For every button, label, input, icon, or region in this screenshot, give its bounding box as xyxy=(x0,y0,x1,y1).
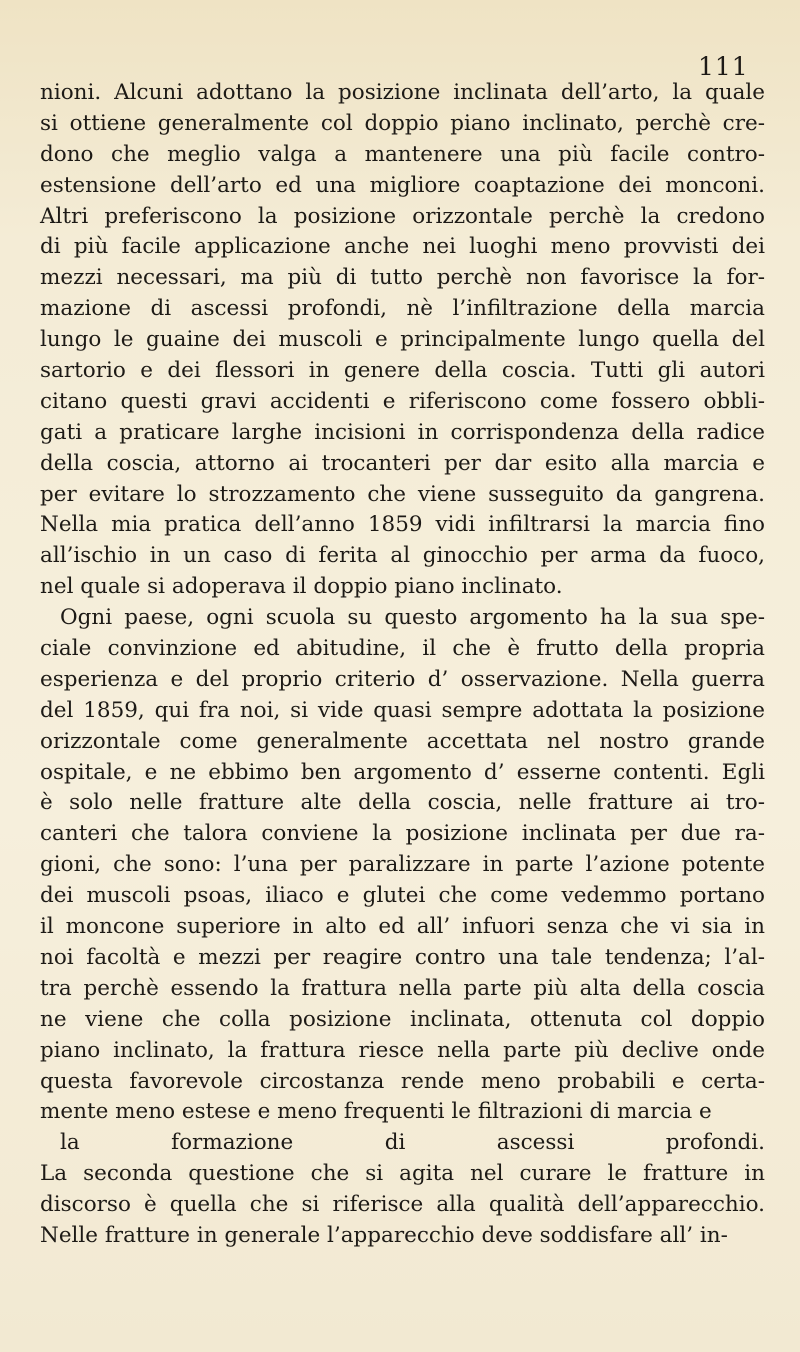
text-line: nioni. Alcuni adottano la posizione inclinata dell’arto, la quale xyxy=(40,80,765,105)
text-line: è solo nelle fratture alte della coscia, nelle fratture ai tro- xyxy=(40,790,765,816)
text-line: discorso è quella che si riferisce alla qualità dell’apparecchio. xyxy=(40,1192,765,1218)
text-line: la formazione di ascessi profondi. xyxy=(60,1130,765,1156)
text-line: si ottiene generalmente col doppio piano inclinato, perchè cre- xyxy=(40,110,765,136)
text-line: Ogni paese, ogni scuola su questo argomento ha la sua spe- xyxy=(60,605,765,631)
text-line: orizzontale come generalmente accettata nel nostro grande xyxy=(40,728,765,754)
text-line: gati a praticare larghe incisioni in corrispondenza della radice xyxy=(40,419,765,445)
text-line: della coscia, attorno ai trocanteri per dar esito alla marcia e xyxy=(40,450,765,476)
text-line: nel quale si adoperava il doppio piano inclinato. xyxy=(40,574,563,600)
text-line: per evitare lo strozzamento che viene susseguito da gangrena. xyxy=(40,481,765,507)
text-line: gioni, che sono: l’una per paralizzare in parte l’azione potente xyxy=(40,852,765,878)
text-line: di più facile applicazione anche nei luoghi meno provvisti dei xyxy=(40,234,765,260)
text-line: piano inclinato, la frattura riesce nella parte più declive onde xyxy=(40,1037,765,1063)
text-line: dono che meglio valga a mantenere una più facile contro- xyxy=(40,141,765,167)
text-line: canteri che talora conviene la posizione inclinata per due ra- xyxy=(40,821,765,847)
text-line: questa favorevole circostanza rende meno probabili e certa- xyxy=(40,1068,765,1094)
text-line: del 1859, qui fra noi, si vide quasi sempre adottata la posizione xyxy=(40,697,765,723)
text-line: mezzi necessari, ma più di tutto perchè non favorisce la for- xyxy=(40,265,765,291)
page-number: 111 xyxy=(698,52,749,81)
text-line: mazione di ascessi profondi, nè l’infiltrazione della marcia xyxy=(40,296,765,322)
text-line: tra perchè essendo la frattura nella parte più alta della coscia xyxy=(40,975,765,1001)
text-line: il moncone superiore in alto ed all’ infuori senza che vi sia in xyxy=(40,914,765,940)
text-line: Nella mia pratica dell’anno 1859 vidi infiltrarsi la marcia fino xyxy=(40,512,765,538)
text-line: La seconda questione che si agita nel curare le fratture in xyxy=(40,1161,765,1187)
text-line: citano questi gravi accidenti e riferiscono come fossero obbli- xyxy=(40,388,765,414)
text-line: ciale convinzione ed abitudine, il che è frutto della propria xyxy=(40,636,765,662)
text-line: all’ischio in un caso di ferita al ginocchio per arma da fuoco, xyxy=(40,543,765,569)
text-line: esperienza e del proprio criterio d’ osservazione. Nella guerra xyxy=(40,666,765,692)
text-line: sartorio e dei flessori in genere della coscia. Tutti gli autori xyxy=(40,358,765,384)
text-line: mente meno estese e meno frequenti le filtrazioni di marcia e xyxy=(40,1099,712,1125)
body-text xyxy=(40,78,765,1252)
text-line: lungo le guaine dei muscoli e principalmente lungo quella del xyxy=(40,327,765,353)
text-line: dei muscoli psoas, iliaco e glutei che come vedemmo portano xyxy=(40,883,765,909)
text-line: estensione dell’arto ed una migliore coaptazione dei monconi. xyxy=(40,172,765,198)
text-line: ne viene che colla posizione inclinata, ottenuta col doppio xyxy=(40,1006,765,1032)
text-line: Nelle fratture in generale l’apparecchio deve soddisfare all’ in- xyxy=(40,1222,728,1248)
text-line: Altri preferiscono la posizione orizzontale perchè la credono xyxy=(40,203,765,229)
text-line: noi facoltà e mezzi per reagire contro una tale tendenza; l’al- xyxy=(40,944,765,970)
text-line: ospitale, e ne ebbimo ben argomento d’ esserne contenti. Egli xyxy=(40,759,765,785)
